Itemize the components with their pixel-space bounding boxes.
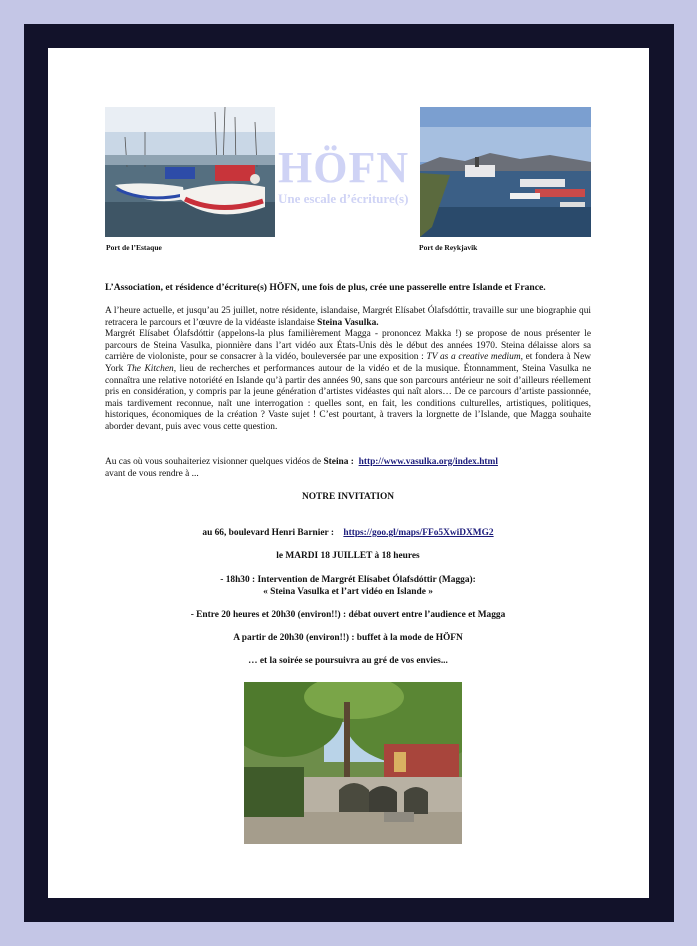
vasulka-link[interactable]: http://www.vasulka.org/index.html bbox=[358, 457, 498, 467]
address-text: au 66, boulevard Henri Barnier : bbox=[202, 528, 334, 538]
venue-name: The Kitchen bbox=[126, 363, 174, 374]
body-text: Au cas où vous souhaiteriez visionner quelques vidéos de bbox=[105, 457, 324, 467]
document-page bbox=[48, 48, 649, 898]
program-item-2: - Entre 20 heures et 20h30 (environ!!) : débat ouvert entre l’audience et Magga bbox=[190, 610, 506, 620]
body-text: A l’heure actuelle, et jusqu’au 25 juillet, notre résidente, islandaise, Margrét Elísabet Ólafsdóttir, travaille sur une biographie qui retracera le parcours et l’œuvre de la vidéaste islandaise bbox=[105, 306, 591, 328]
program-item-4: … et la soirée se poursuivra au gré de vos envies... bbox=[248, 656, 448, 666]
event-date: le MARDI 18 JUILLET à 18 heures bbox=[276, 551, 420, 561]
lead-paragraph: L’Association, et résidence d’écriture(s) HÖFN, une fois de plus, crée une passerelle entre Islande et France. bbox=[105, 282, 546, 293]
invitation-heading: NOTRE INVITATION bbox=[301, 492, 395, 502]
exhibition-title: TV as a creative medium bbox=[426, 352, 521, 363]
maps-link[interactable]: https://goo.gl/maps/FFo5XwiDXMG2 bbox=[343, 528, 494, 538]
address-line bbox=[105, 528, 591, 540]
program-item-1 bbox=[105, 575, 591, 598]
brand-title: HÖFN bbox=[278, 143, 410, 192]
harbor-boats-photo bbox=[105, 107, 275, 237]
talk-title: « Steina Vasulka et l’art vidéo en Islande » bbox=[263, 586, 433, 597]
body-text: , et fondera à New York bbox=[105, 352, 591, 374]
body-paragraph-2 bbox=[105, 457, 591, 480]
body-text: avant de vous rendre à ... bbox=[105, 468, 199, 479]
program-item-3: A partir de 20h30 (environ!!) : buffet à la mode de HÖFN bbox=[233, 633, 463, 643]
photo-caption-left: Port de l’Estaque bbox=[106, 243, 162, 252]
photo-caption-right: Port de Reykjavik bbox=[419, 243, 478, 252]
program-time: - 18h30 : Intervention de Margrét Elísabet Ólafsdóttir (Magga): bbox=[220, 575, 476, 585]
brand-block bbox=[278, 144, 423, 206]
body-text: Margrét Elísabet Ólafsdóttir (appelons-la plus familièrement Magga - prononcez Makka !) se propose de nous présenter le parcours de Steina Vasulka, pionnière dans l’art vidéo aux États-Unis dès le début des années 1970. Steina délaisse alors sa carrière de violoniste, pour se consacrer à la vidéo, bouleversée par une exposition : bbox=[105, 329, 591, 363]
artist-name: Steina : bbox=[323, 457, 354, 467]
body-paragraph-1 bbox=[105, 306, 591, 434]
body-text: , lieu de recherches et performances autour de la vidéo et de la musique. Étonnamment, Steina Vasulka ne connaîtra une relative notoriété en Islande qu’à partir des années 90, sans que son parcours antérieur ne soit d’ailleurs réellement pris en considération, y compris par la jeune génération d’artistes vidéastes qui naît alors… De ce parcours d’artiste passionnée, mais tardivement reconnue, naît une interrogation : quelles sont, en fait, les conditions culturelles, artistiques, politiques, historiques, économiques de la création ? Vaste sujet ! C’est pourtant, à travers la lorgnette de l’Islande, que Magga souhaite aborder devant, puis avec vous cette question. bbox=[105, 363, 592, 432]
brand-subtitle: Une escale d’écriture(s) bbox=[278, 191, 409, 206]
garden-terrace-photo bbox=[244, 682, 462, 844]
artist-name: Steina Vasulka. bbox=[317, 317, 379, 328]
harbor-mountains-photo bbox=[420, 107, 591, 237]
